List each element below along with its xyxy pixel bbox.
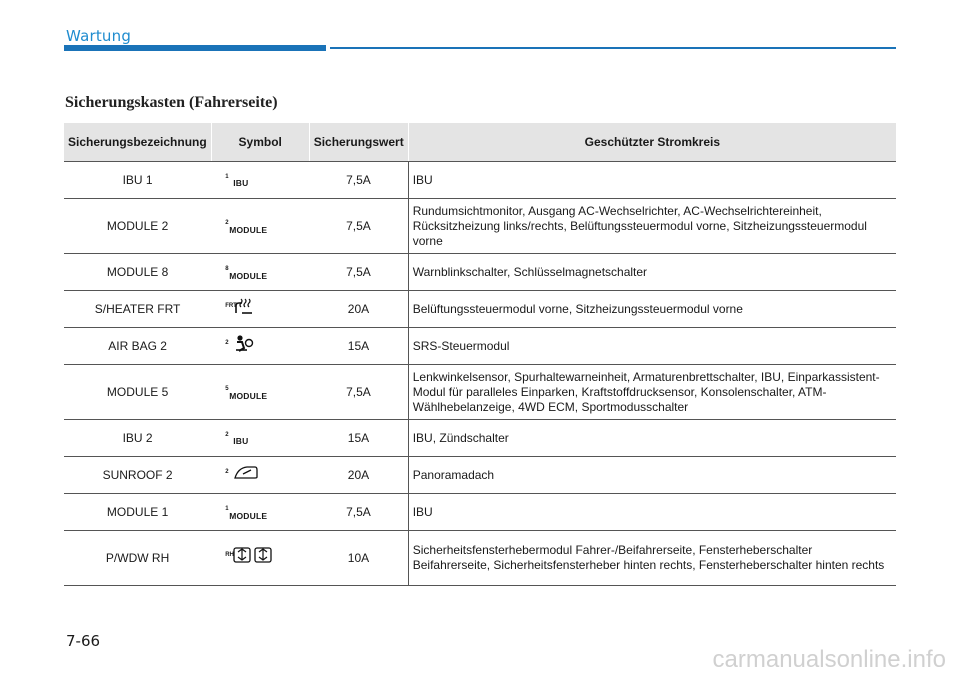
fuse-rating: 7,5A (309, 199, 408, 254)
table-row (64, 365, 896, 420)
protected-circuit: IBU (408, 494, 896, 531)
fuse-rating: 7,5A (309, 162, 408, 199)
module-label (211, 377, 309, 407)
fuse-name: SUNROOF 2 (64, 457, 211, 494)
table-header-row (64, 123, 896, 162)
fuse-symbol (211, 457, 309, 494)
fuse-rating: 20A (309, 291, 408, 328)
fuse-symbol (211, 162, 309, 199)
protected-circuit: Sicherheitsfensterhebermodul Fahrer-/Beifahrerseite, Fensterheberschalter Beifahrerseite, Sicherheitsfensterheber hinten rechts, Fensterheberschalter hinten rechts (408, 531, 896, 586)
table-row (64, 162, 896, 199)
table-row (64, 328, 896, 365)
symbol-superscript: 2 (225, 469, 229, 475)
fuse-symbol (211, 291, 309, 328)
table-row (64, 254, 896, 291)
module-label (211, 497, 309, 527)
header-symbol: Symbol (211, 123, 309, 162)
fuse-rating: 20A (309, 457, 408, 494)
protected-circuit: IBU (408, 162, 896, 199)
fuse-symbol (211, 199, 309, 254)
header-wert: Sicherungswert (309, 123, 408, 162)
fuse-rating: 15A (309, 420, 408, 457)
protected-circuit: IBU, Zündschalter (408, 420, 896, 457)
fuse-name: MODULE 1 (64, 494, 211, 531)
table-row (64, 457, 896, 494)
seat-heater-icon-glyph (233, 297, 255, 319)
table-row (64, 420, 896, 457)
symbol-text: IBU (233, 178, 249, 188)
fuse-rating: 15A (309, 328, 408, 365)
module-label (211, 257, 309, 287)
protected-circuit: Warnblinkschalter, Schlüsselmagnetschalter (408, 254, 896, 291)
symbol-text: IBU (233, 436, 249, 446)
fuse-name: P/WDW RH (64, 531, 211, 586)
fuse-name: S/HEATER FRT (64, 291, 211, 328)
protected-circuit: Lenkwinkelsensor, Spurhaltewarneinheit, Armaturenbrettschalter, IBU, Einparkassistent-Modul für paralleles Einparken, Kraftstoffdrucksensor, Konsolenschalter, ATM-Wählhebelanzeige, 4WD ECM, Sportmodusschalter (408, 365, 896, 420)
ibu-label (211, 423, 309, 453)
protected-circuit: Belüftungssteuermodul vorne, Sitzheizungssteuermodul vorne (408, 291, 896, 328)
symbol-superscript: 2 (225, 220, 229, 226)
seat-heater-icon (211, 294, 309, 324)
table-row (64, 531, 896, 586)
protected-circuit: Panoramadach (408, 457, 896, 494)
fuse-name: MODULE 2 (64, 199, 211, 254)
symbol-text: MODULE (229, 511, 268, 521)
symbol-superscript: 1 (225, 174, 229, 180)
page-number: 7-66 (66, 632, 101, 650)
symbol-superscript: 2 (225, 432, 229, 438)
watermark: carmanualsonline.info (712, 646, 946, 673)
fuse-rating: 10A (309, 531, 408, 586)
table-row (64, 494, 896, 531)
sunroof-icon-glyph (233, 463, 259, 485)
sunroof-icon (211, 460, 309, 490)
protected-circuit: SRS-Steuermodul (408, 328, 896, 365)
symbol-superscript: RH (225, 552, 234, 558)
fuse-name: IBU 2 (64, 420, 211, 457)
fuse-symbol (211, 494, 309, 531)
airbag-icon (211, 331, 309, 361)
header-rule-thin (330, 47, 896, 49)
symbol-text: MODULE (229, 225, 268, 235)
table-row (64, 291, 896, 328)
fuse-rating: 7,5A (309, 494, 408, 531)
header-rule-thick (64, 45, 326, 51)
symbol-superscript: FRT (225, 303, 237, 309)
symbol-text: MODULE (229, 391, 268, 401)
power-window-icon-glyph (233, 546, 273, 568)
fuse-rating: 7,5A (309, 365, 408, 420)
fuse-symbol (211, 531, 309, 586)
airbag-icon-glyph (233, 334, 255, 356)
fuse-name: MODULE 8 (64, 254, 211, 291)
fuse-symbol (211, 254, 309, 291)
protected-circuit: Rundumsichtmonitor, Ausgang AC-Wechselrichter, AC-Wechselrichtereinheit, Rücksitzheizung links/rechts, Belüftungssteuermodul vorne, Sitzheizungssteuermodul vorne (408, 199, 896, 254)
symbol-superscript: 1 (225, 506, 229, 512)
header-bezeichnung: Sicherungsbezeichnung (64, 123, 211, 162)
section-label: Wartung (66, 27, 132, 45)
fuse-name: IBU 1 (64, 162, 211, 199)
fuse-rating: 7,5A (309, 254, 408, 291)
fuse-symbol (211, 328, 309, 365)
symbol-superscript: 8 (225, 266, 229, 272)
fuse-table (64, 123, 896, 586)
symbol-superscript: 2 (225, 340, 229, 346)
symbol-text: MODULE (229, 271, 268, 281)
module-label (211, 211, 309, 241)
symbol-superscript: 5 (225, 386, 229, 392)
power-window-icon (211, 543, 309, 573)
ibu-label (211, 165, 309, 195)
fuse-name: AIR BAG 2 (64, 328, 211, 365)
table-row (64, 199, 896, 254)
header-kreis: Geschützter Stromkreis (408, 123, 896, 162)
fuse-symbol (211, 365, 309, 420)
fuse-symbol (211, 420, 309, 457)
fuse-name: MODULE 5 (64, 365, 211, 420)
page-title: Sicherungskasten (Fahrerseite) (65, 94, 278, 111)
